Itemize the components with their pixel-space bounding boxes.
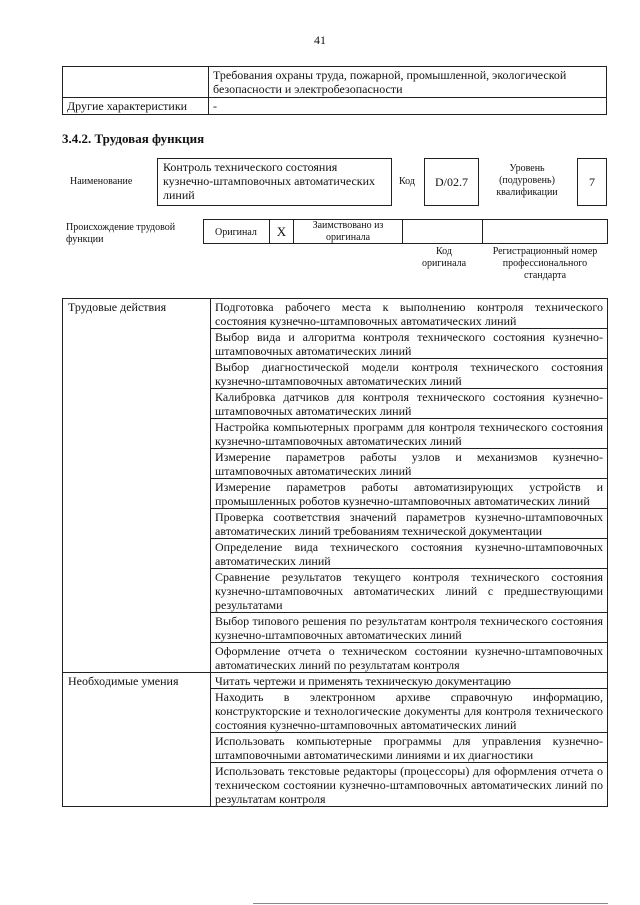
origin-divider <box>402 219 403 244</box>
labor-action-item: Оформление отчета о техническом состоянии кузнечно-штамповочных автоматических линий по результатам контроля <box>211 643 608 673</box>
original-mark: X <box>276 224 287 239</box>
skill-item: Читать чертежи и применять техническую документацию <box>211 673 608 689</box>
skill-item: Использовать компьютерные программы для управления кузнечно-штамповочными автоматическими линиями и их диагностики <box>211 733 608 763</box>
top-table <box>62 66 607 115</box>
labor-action-item: Выбор диагностической модели контроля технического состояния кузнечно-штамповочных автоматических линий <box>211 359 608 389</box>
other-characteristics-label: Другие характеристики <box>63 98 209 115</box>
section-title: 3.4.2. Трудовая функция <box>62 131 205 146</box>
labor-action-item: Измерение параметров работы узлов и механизмов кузнечно-штамповочных автоматических линий <box>211 449 608 479</box>
origin-label: Происхождение трудовой функции <box>66 222 176 245</box>
labor-action-item: Калибровка датчиков для контроля технического состояния кузнечно-штамповочных автоматических линий <box>211 389 608 419</box>
labor-action-item: Выбор типового решения по результатам контроля технического состояния кузнечно-штамповочных автоматических линий <box>211 613 608 643</box>
main-table <box>62 298 608 807</box>
labor-action-item: Проверка соответствия значений параметров кузнечно-штамповочных автоматических линий требованиям технической документации <box>211 509 608 539</box>
code-original-caption: Код оригинала <box>421 246 467 269</box>
top-table-requirements-cell: Требования охраны труда, пожарной, промышленной, экологической безопасности и электробезопасности <box>209 67 607 98</box>
top-table-empty-cell <box>63 67 209 98</box>
level-label: Уровень (подуровень) квалификации <box>496 163 558 198</box>
labor-action-item: Определение вида технического состояния кузнечно-штамповочных автоматических линий <box>211 539 608 569</box>
labor-action-item: Измерение параметров работы автоматизирующих устройств и промышленных роботов кузнечно-штамповочных автоматических линий <box>211 479 608 509</box>
required-skills-label: Необходимые умения <box>63 673 211 807</box>
function-name-box: Контроль технического состояния кузнечно-штамповочных автоматических линий <box>157 158 392 206</box>
labor-action-item: Выбор вида и алгоритма контроля технического состояния кузнечно-штамповочных автоматических линий <box>211 329 608 359</box>
reg-number-caption: Регистрационный номер профессионального стандарта <box>492 246 598 281</box>
borrowed-label: Заимствовано из оригинала <box>312 220 384 243</box>
labor-actions-label: Трудовые действия <box>63 299 211 673</box>
name-label: Наименование <box>70 176 133 187</box>
table-continuation-line <box>253 903 608 904</box>
function-code-box: D/02.7 <box>424 158 479 206</box>
skill-item: Находить в электронном архиве справочную информацию, конструкторские и технологические документы для контроля технического состояния кузнечно-штамповочных автоматических линий <box>211 689 608 733</box>
original-label: Оригинал <box>215 227 257 238</box>
origin-table <box>203 219 608 244</box>
origin-divider <box>482 219 483 244</box>
labor-action-item: Сравнение результатов текущего контроля технического состояния кузнечно-штамповочных автоматических линий с предшествующими результатами <box>211 569 608 613</box>
other-characteristics-value: - <box>209 98 607 115</box>
skill-item: Использовать текстовые редакторы (процессоры) для оформления отчета о техническом состоянии кузнечно-штамповочных автоматических линий по результатам контроля <box>211 763 608 807</box>
labor-action-item: Подготовка рабочего места к выполнению контроля технического состояния кузнечно-штамповочных автоматических линий <box>211 299 608 329</box>
level-value-box: 7 <box>577 158 607 206</box>
labor-action-item: Настройка компьютерных программ для контроля технического состояния кузнечно-штамповочных автоматических линий <box>211 419 608 449</box>
origin-divider <box>293 219 294 244</box>
page-number: 41 <box>314 33 326 47</box>
code-label: Код <box>399 176 415 187</box>
